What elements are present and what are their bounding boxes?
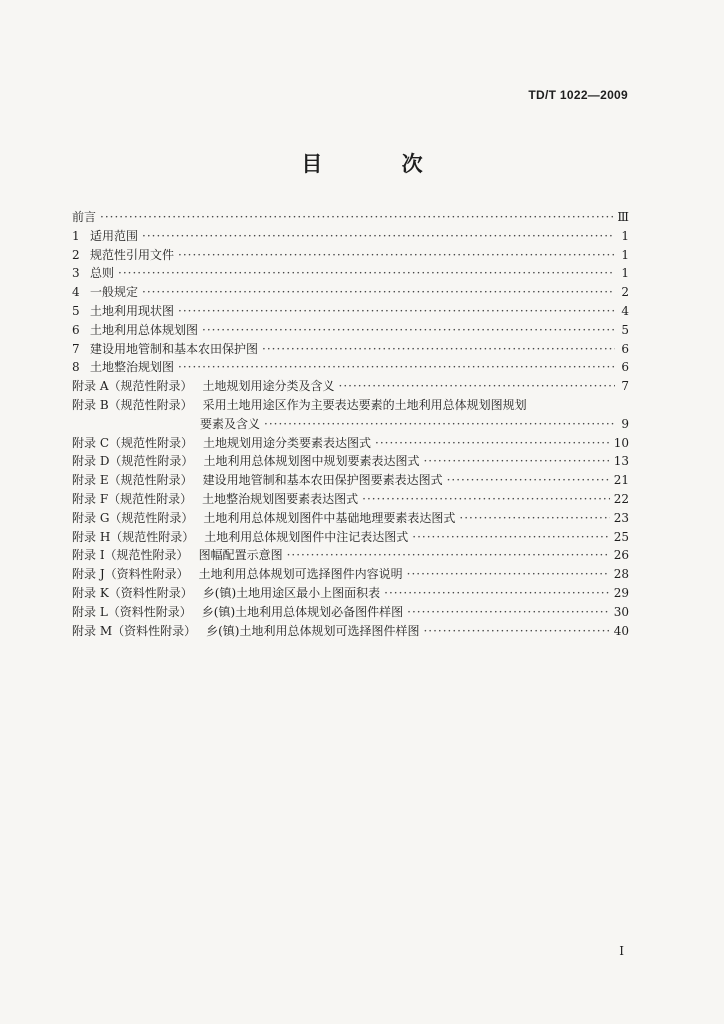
toc-entry-number: 附录 K（资料性附录） (72, 585, 193, 600)
toc-entry-label: 土地整治规划图要素表达图式 (202, 491, 359, 506)
toc-entry-label: 建设用地管制和基本农田保护图 (90, 341, 259, 356)
toc-entry-label: 图幅配置示意图 (198, 548, 283, 563)
toc-entry[interactable] (72, 377, 629, 396)
toc-entry-page: 7 (621, 379, 629, 394)
toc-leader-dots (407, 565, 610, 584)
toc-entry[interactable] (72, 622, 629, 641)
toc-entry-label: 总则 (90, 266, 115, 281)
toc-entry-number: 8 (72, 360, 80, 375)
toc-entry[interactable] (72, 603, 629, 622)
toc-entry-label: 建设用地管制和基本农田保护图要素表达图式 (202, 473, 443, 488)
toc-leader-dots (118, 264, 615, 283)
toc-entry[interactable] (72, 321, 629, 340)
toc-leader-dots (362, 490, 610, 509)
toc-entry-page: 30 (613, 604, 629, 619)
toc-entry[interactable] (72, 227, 629, 246)
toc-leader-dots (423, 452, 609, 471)
toc-entry[interactable] (72, 565, 629, 584)
toc-entry-label: 采用土地用途区作为主要表达要素的土地利用总体规划图规划 (202, 397, 527, 412)
toc-leader-dots (412, 528, 609, 547)
toc-entry-number: 附录 L（资料性附录） (72, 604, 192, 619)
toc-entry-label: 土地利用总体规划图件中注记表达图式 (204, 529, 409, 544)
toc-entry-page: 21 (613, 473, 629, 488)
toc-entry-page: 13 (613, 454, 629, 469)
toc-entry-label: 土地利用总体规划图 (90, 322, 199, 337)
toc-leader-dots (375, 434, 610, 453)
toc-entry[interactable] (72, 396, 629, 415)
toc-entry-label: 前言 (72, 210, 97, 224)
toc-entry-number: 2 (72, 247, 80, 262)
toc-entry-number: 附录 D（规范性附录） (72, 454, 194, 469)
toc-leader-dots (447, 471, 610, 490)
toc-leader-dots (423, 622, 609, 641)
toc-entry-label: 适用范围 (90, 228, 139, 243)
toc-leader-dots (384, 584, 610, 603)
toc-entry-number: 附录 G（规范性附录） (72, 510, 194, 525)
toc-entry-label: 土地利用总体规划图件中基础地理要素表达图式 (203, 510, 456, 525)
toc-entry-number: 附录 F（规范性附录） (72, 491, 193, 506)
toc-entry-page: 1 (621, 266, 629, 281)
toc-entry-number: 3 (72, 266, 80, 281)
toc-leader-dots (407, 603, 610, 622)
toc-entry-page: 2 (621, 285, 629, 300)
toc-entry-label: 土地利用总体规划图中规划要素表达图式 (203, 454, 420, 469)
toc-entry-number: 附录 A（规范性附录） (72, 379, 193, 394)
toc-entry-label: 一般规定 (90, 285, 139, 300)
document-code: TD/T 1022—2009 (528, 88, 628, 102)
toc-entry-page: 9 (621, 416, 629, 431)
toc-entry[interactable] (72, 208, 629, 227)
toc-entry-label: 乡(镇)土地利用总体规划可选择图件样图 (206, 623, 420, 638)
toc-entry-page: 6 (621, 360, 629, 375)
toc-leader-dots (178, 302, 615, 321)
toc-leader-dots (459, 509, 609, 528)
toc-entry-number: 附录 J（资料性附录） (72, 567, 189, 582)
toc-entry[interactable] (72, 415, 629, 434)
toc-entry-label: 土地规划用途分类要素表达图式 (203, 435, 372, 450)
toc-entry[interactable] (72, 246, 629, 265)
toc-leader-dots (262, 340, 615, 359)
toc-entry-label: 土地整治规划图 (90, 360, 175, 375)
toc-entry-page: 1 (621, 247, 629, 262)
toc-entry-number: 附录 I（规范性附录） (72, 548, 189, 563)
toc-entry-number: 7 (72, 341, 80, 356)
toc-entry[interactable] (72, 546, 629, 565)
toc-entry-label: 规范性引用文件 (90, 247, 175, 262)
toc-entry-number: 1 (72, 228, 80, 243)
toc-entry[interactable] (72, 302, 629, 321)
toc-leader-dots (339, 377, 616, 396)
toc-leader-dots (202, 321, 615, 340)
toc-entry-page: 25 (613, 529, 629, 544)
toc-entry-number: 附录 B（规范性附录） (72, 397, 193, 412)
toc-entry[interactable] (72, 340, 629, 359)
toc-leader-dots (178, 358, 615, 377)
toc-leader-dots (264, 415, 615, 434)
toc-entry-label: 土地利用现状图 (90, 303, 175, 318)
toc-entry[interactable] (72, 283, 629, 302)
toc-entry-page: Ⅲ (617, 210, 629, 224)
toc-entry-number: 6 (72, 322, 80, 337)
toc-entry-label: 土地利用总体规划可选择图件内容说明 (198, 567, 403, 582)
toc-entry-page: 1 (621, 228, 629, 243)
toc-entry[interactable] (72, 528, 629, 547)
toc-leader-dots (100, 208, 613, 227)
toc-title: 目 次 (301, 151, 459, 176)
toc-entry-page: 22 (613, 491, 629, 506)
toc-entry-label: 乡(镇)土地利用总体规划必备图件样图 (201, 604, 404, 619)
toc-entry-number: 附录 M（资料性附录） (72, 623, 197, 638)
toc-entry-page: 4 (621, 303, 629, 318)
toc-entry-number: 5 (72, 303, 80, 318)
toc-leader-dots (178, 246, 615, 265)
toc-entry-page: 6 (621, 341, 629, 356)
toc-entry[interactable] (72, 452, 629, 471)
table-of-contents (72, 208, 629, 640)
toc-entry[interactable] (72, 264, 629, 283)
toc-leader-dots (287, 546, 610, 565)
toc-leader-dots (142, 227, 615, 246)
toc-entry-label: 土地规划用途分类及含义 (202, 379, 335, 394)
toc-entry-page: 10 (613, 435, 629, 450)
toc-entry-page: 28 (613, 567, 629, 582)
toc-entry-number: 附录 C（规范性附录） (72, 435, 193, 450)
toc-entry[interactable] (72, 509, 629, 528)
toc-entry-page: 40 (613, 623, 629, 638)
toc-entry[interactable] (72, 358, 629, 377)
toc-entry-label: 乡(镇)土地用途区最小上图面积表 (202, 585, 381, 600)
toc-entry-number: 附录 E（规范性附录） (72, 473, 193, 488)
toc-entry[interactable] (72, 434, 629, 453)
toc-entry-page: 29 (613, 585, 629, 600)
toc-entry-number: 附录 H（规范性附录） (72, 529, 195, 544)
toc-entry[interactable] (72, 490, 629, 509)
toc-entry[interactable] (72, 471, 629, 490)
toc-entry-label: 要素及含义 (200, 416, 261, 431)
page-number: I (619, 944, 624, 958)
toc-leader-dots (142, 283, 615, 302)
toc-entry[interactable] (72, 584, 629, 603)
toc-entry-page: 23 (613, 510, 629, 525)
toc-entry-page: 5 (621, 322, 629, 337)
toc-entry-page: 26 (613, 548, 629, 563)
toc-entry-number: 4 (72, 285, 80, 300)
